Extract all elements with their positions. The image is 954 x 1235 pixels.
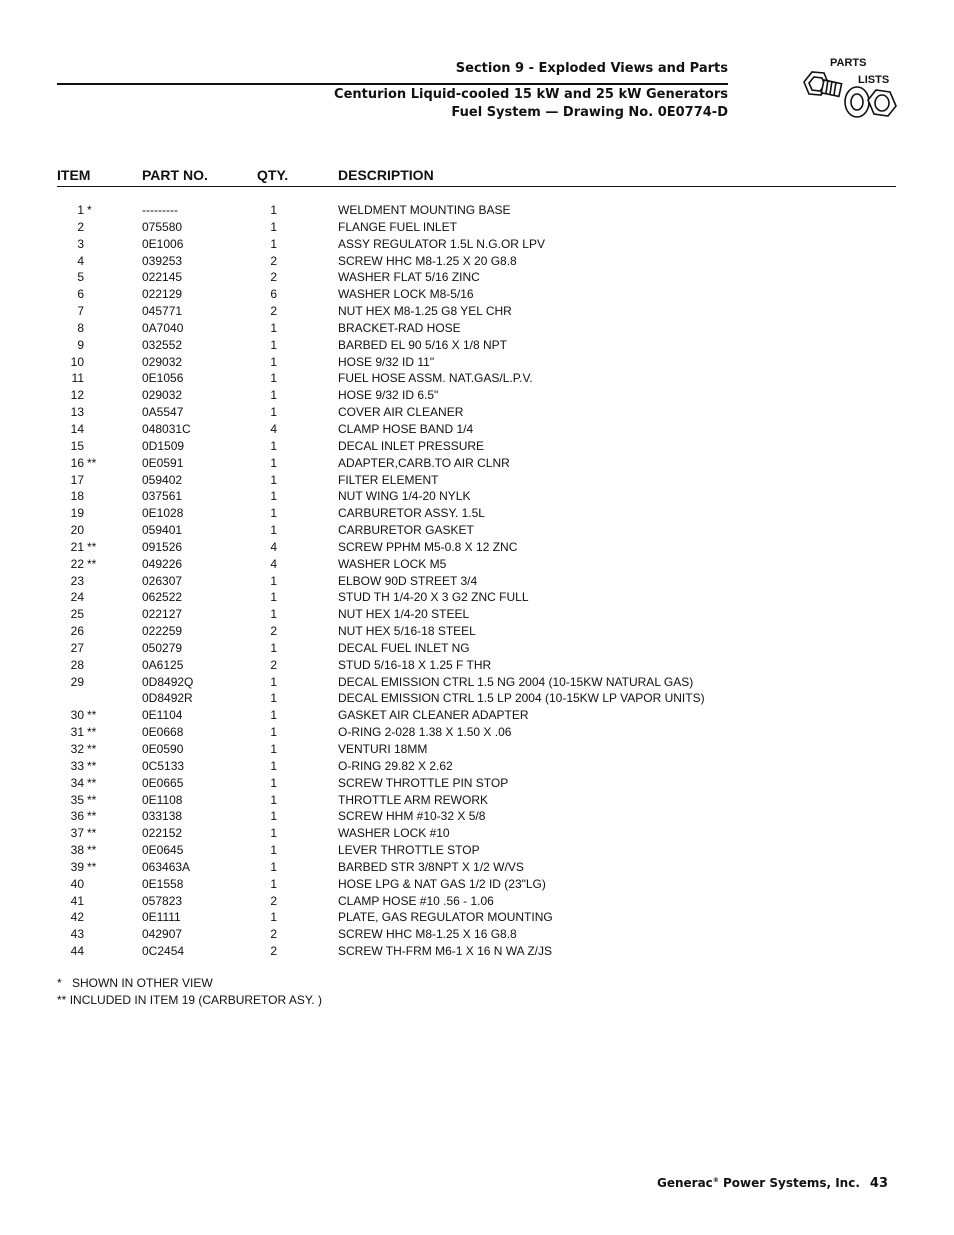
- part-number: 0E1558: [142, 876, 184, 891]
- item-mark: **: [87, 455, 97, 470]
- item-mark: **: [87, 859, 97, 874]
- part-number: 059401: [142, 523, 183, 538]
- quantity: 1: [270, 876, 277, 891]
- part-number: 022129: [142, 287, 183, 302]
- description: STUD TH 1/4-20 X 3 G2 ZNC FULL: [338, 590, 529, 605]
- part-number: 0E1104: [142, 708, 183, 723]
- quantity: 1: [270, 775, 277, 790]
- col-qty-header: QTY.: [257, 167, 289, 183]
- table-row: [57, 269, 896, 286]
- item-number: 33: [70, 758, 84, 773]
- quantity: 1: [270, 371, 277, 386]
- part-number: 0E0668: [142, 725, 184, 740]
- item-number: 32: [70, 742, 84, 756]
- table-row: [57, 303, 896, 320]
- model-title: Centurion Liquid-cooled 15 kW and 25 kW Generators: [334, 87, 728, 102]
- footnote: [57, 992, 322, 1009]
- quantity: 2: [270, 927, 277, 942]
- item-number: 16: [70, 455, 84, 470]
- description: SCREW THROTTLE PIN STOP: [338, 775, 509, 790]
- item-number: 20: [70, 523, 84, 538]
- quantity: 1: [270, 523, 277, 538]
- part-number: 0E1006: [142, 236, 184, 251]
- table-row: [57, 202, 896, 219]
- footnote-text: SHOWN IN OTHER VIEW: [72, 976, 213, 990]
- table-row: [57, 573, 896, 590]
- part-number: 0D8492R: [142, 691, 193, 706]
- quantity: 1: [270, 388, 277, 403]
- item-mark: *: [87, 203, 92, 217]
- table-row: [57, 472, 896, 489]
- quantity: 1: [270, 725, 277, 740]
- table-row: [57, 741, 896, 758]
- part-number: 0A7040: [142, 320, 184, 335]
- table-row: [57, 758, 896, 775]
- description: CLAMP HOSE BAND 1/4: [338, 421, 474, 436]
- item-mark: **: [87, 758, 97, 773]
- quantity: 1: [270, 354, 277, 369]
- description: WASHER LOCK M5: [338, 556, 447, 571]
- description: CARBURETOR GASKET: [338, 523, 474, 538]
- part-number: 057823: [142, 893, 183, 908]
- item-number: 17: [70, 472, 84, 487]
- quantity: 1: [270, 489, 277, 504]
- footnote-mark: **: [57, 993, 67, 1007]
- table-row: [57, 320, 896, 337]
- description: FUEL HOSE ASSM. NAT.GAS/L.P.V.: [338, 371, 533, 386]
- quantity: 1: [270, 203, 277, 217]
- table-row: [57, 455, 896, 472]
- item-number: 36: [70, 809, 84, 824]
- description: BARBED STR 3/8NPT X 1/2 W/VS: [338, 859, 524, 874]
- description: WELDMENT MOUNTING BASE: [338, 203, 511, 217]
- table-row: [57, 724, 896, 741]
- quantity: 1: [270, 320, 277, 335]
- description: DECAL EMISSION CTRL 1.5 NG 2004 (10-15KW NATURAL GAS): [338, 674, 694, 689]
- item-number: 25: [70, 607, 84, 622]
- description: HOSE LPG & NAT GAS 1/2 ID (23"LG): [338, 876, 546, 891]
- table-row: [57, 893, 896, 910]
- item-mark: **: [87, 826, 97, 841]
- part-number: 045771: [142, 304, 183, 319]
- bolt-washer-nut-icon: [800, 52, 900, 132]
- description: THROTTLE ARM REWORK: [338, 792, 489, 807]
- table-row: [57, 337, 896, 354]
- quantity: 4: [270, 539, 277, 554]
- item-mark: **: [87, 725, 97, 740]
- item-number: 10: [70, 354, 84, 369]
- part-number: 0D8492Q: [142, 674, 194, 689]
- item-number: 15: [70, 438, 84, 453]
- item-number: 22: [70, 556, 84, 571]
- description: SCREW HHM #10-32 X 5/8: [338, 809, 486, 824]
- part-number: 0E1056: [142, 371, 184, 386]
- item-number: 5: [77, 270, 84, 285]
- table-row: [57, 825, 896, 842]
- item-mark: **: [87, 792, 97, 807]
- table-row: [57, 842, 896, 859]
- item-mark: **: [87, 556, 97, 571]
- quantity: 1: [270, 910, 277, 925]
- part-number: 029032: [142, 354, 183, 369]
- part-number: 059402: [142, 472, 183, 487]
- header-rule: [57, 83, 728, 85]
- quantity: 1: [270, 219, 277, 234]
- quantity: 1: [270, 742, 277, 756]
- item-number: 8: [77, 320, 84, 335]
- part-number: 0E0590: [142, 742, 184, 756]
- part-number: 0D1509: [142, 438, 185, 453]
- part-number: 0E0645: [142, 843, 184, 858]
- part-number: 063463A: [142, 859, 191, 874]
- description: VENTURI 18MM: [338, 742, 428, 756]
- part-number: 0A6125: [142, 657, 184, 672]
- description: BRACKET-RAD HOSE: [338, 320, 461, 335]
- part-number: 091526: [142, 539, 183, 554]
- item-number: 13: [70, 405, 84, 420]
- description: WASHER LOCK M8-5/16: [338, 287, 474, 302]
- section-title: Section 9 - Exploded Views and Parts: [455, 61, 728, 76]
- description: SCREW TH-FRM M6-1 X 16 N WA Z/JS: [338, 944, 553, 959]
- part-number: 075580: [142, 219, 183, 234]
- description: ADAPTER,CARB.TO AIR CLNR: [338, 455, 510, 470]
- quantity: 4: [270, 421, 277, 436]
- part-number: 022145: [142, 270, 183, 285]
- part-number: 022152: [142, 826, 183, 841]
- registered-mark: ®: [712, 1177, 719, 1184]
- quantity: 2: [270, 304, 277, 319]
- part-number: 033138: [142, 809, 183, 824]
- description: NUT WING 1/4-20 NYLK: [338, 489, 471, 504]
- part-number: 032552: [142, 337, 183, 352]
- part-number: 0C2454: [142, 944, 185, 959]
- part-number: ---------: [142, 203, 178, 217]
- col-desc-header: DESCRIPTION: [338, 167, 434, 183]
- item-number: 24: [70, 590, 84, 605]
- item-number: 40: [70, 876, 84, 891]
- description: FILTER ELEMENT: [338, 472, 439, 487]
- description: SCREW HHC M8-1.25 X 20 G8.8: [338, 253, 517, 268]
- part-number: 037561: [142, 489, 183, 504]
- part-number: 062522: [142, 590, 183, 605]
- footnote-text: INCLUDED IN ITEM 19 (CARBURETOR ASY. ): [69, 993, 322, 1007]
- item-number: 1: [77, 203, 84, 217]
- table-row: [57, 421, 896, 438]
- item-number: 9: [77, 337, 84, 352]
- table-row: [57, 926, 896, 943]
- description: STUD 5/16-18 X 1.25 F THR: [338, 657, 492, 672]
- page-header: [334, 60, 728, 122]
- item-number: 28: [70, 657, 84, 672]
- quantity: 1: [270, 337, 277, 352]
- item-number: 26: [70, 624, 84, 639]
- company-name: Generac: [657, 1176, 713, 1190]
- item-number: 7: [77, 304, 84, 319]
- quantity: 1: [270, 438, 277, 453]
- table-row: [57, 859, 896, 876]
- quantity: 1: [270, 758, 277, 773]
- item-number: 42: [70, 910, 84, 925]
- description: O-RING 29.82 X 2.62: [338, 758, 453, 773]
- table-row: [57, 505, 896, 522]
- item-mark: **: [87, 539, 97, 554]
- part-number: 042907: [142, 927, 183, 942]
- table-row: [57, 623, 896, 640]
- table-row: [57, 606, 896, 623]
- quantity: 1: [270, 236, 277, 251]
- item-number: 12: [70, 388, 84, 403]
- part-number: 049226: [142, 556, 183, 571]
- item-number: 23: [70, 573, 84, 588]
- item-number: 14: [70, 421, 84, 436]
- table-row: [57, 522, 896, 539]
- quantity: 1: [270, 809, 277, 824]
- quantity: 2: [270, 624, 277, 639]
- table-row: [57, 674, 896, 691]
- part-number: 0E0665: [142, 775, 184, 790]
- description: BARBED EL 90 5/16 X 1/8 NPT: [338, 337, 507, 352]
- part-number: 0E1111: [142, 910, 181, 925]
- quantity: 1: [270, 506, 277, 521]
- table-row: [57, 640, 896, 657]
- description: COVER AIR CLEANER: [338, 405, 464, 420]
- logo-line-1: PARTS: [830, 57, 867, 69]
- company-name-rest: Power Systems, Inc.: [718, 1176, 860, 1190]
- part-number: 029032: [142, 388, 183, 403]
- description: CLAMP HOSE #10 .56 - 1.06: [338, 893, 494, 908]
- item-number: 19: [70, 506, 84, 521]
- description: GASKET AIR CLEANER ADAPTER: [338, 708, 529, 723]
- footnote-mark: *: [57, 976, 62, 990]
- description: HOSE 9/32 ID 6.5": [338, 388, 439, 403]
- item-number: 39: [70, 859, 84, 874]
- item-number: 11: [71, 371, 84, 386]
- logo-line-2: LISTS: [858, 74, 890, 86]
- item-number: 6: [77, 287, 84, 302]
- table-row: [57, 556, 896, 573]
- part-number: 026307: [142, 573, 183, 588]
- description: PLATE, GAS REGULATOR MOUNTING: [338, 910, 553, 925]
- item-number: 21: [70, 539, 84, 554]
- item-number: 37: [70, 826, 84, 841]
- description: LEVER THROTTLE STOP: [338, 843, 480, 858]
- quantity: 1: [270, 590, 277, 605]
- col-item-header: ITEM: [57, 167, 91, 183]
- quantity: 2: [270, 944, 277, 959]
- quantity: 1: [270, 405, 277, 420]
- table-row: [57, 236, 896, 253]
- description: ASSY REGULATOR 1.5L N.G.OR LPV: [338, 236, 545, 251]
- quantity: 1: [270, 472, 277, 487]
- part-number: 050279: [142, 640, 183, 655]
- table-row: [57, 792, 896, 809]
- quantity: 6: [270, 287, 277, 302]
- table-row: [57, 488, 896, 505]
- item-number: 34: [70, 775, 84, 790]
- table-row: [57, 657, 896, 674]
- footnote: [57, 975, 322, 992]
- part-number: 0C5133: [142, 758, 185, 773]
- quantity: 1: [270, 708, 277, 723]
- table-row: [57, 387, 896, 404]
- item-number: 31: [70, 725, 84, 740]
- description: DECAL FUEL INLET NG: [338, 640, 470, 655]
- part-number: 0E1028: [142, 506, 184, 521]
- item-number: 2: [77, 219, 84, 234]
- table-row: [57, 286, 896, 303]
- description: WASHER LOCK #10: [338, 826, 450, 841]
- table-row: [57, 775, 896, 792]
- quantity: 1: [270, 792, 277, 807]
- description: NUT HEX 5/16-18 STEEL: [338, 624, 476, 639]
- description: SCREW HHC M8-1.25 X 16 G8.8: [338, 927, 517, 942]
- table-row: [57, 253, 896, 270]
- description: DECAL INLET PRESSURE: [338, 438, 485, 453]
- part-number: 0E0591: [142, 455, 184, 470]
- quantity: 1: [270, 843, 277, 858]
- description: NUT HEX 1/4-20 STEEL: [338, 607, 470, 622]
- description: FLANGE FUEL INLET: [338, 219, 457, 234]
- item-number: 35: [70, 792, 84, 807]
- table-row: [57, 707, 896, 724]
- table-row: [57, 589, 896, 606]
- parts-table-body: [57, 202, 896, 960]
- item-mark: **: [87, 843, 97, 858]
- description: DECAL EMISSION CTRL 1.5 LP 2004 (10-15KW LP VAPOR UNITS): [338, 691, 705, 706]
- page-number: 43: [869, 1176, 888, 1191]
- description: CARBURETOR ASSY. 1.5L: [338, 506, 485, 521]
- item-mark: **: [87, 708, 97, 723]
- parts-lists-logo: [800, 52, 900, 132]
- item-number: 44: [70, 944, 84, 959]
- item-number: 3: [77, 236, 84, 251]
- table-row: [57, 539, 896, 556]
- part-number: 022259: [142, 624, 183, 639]
- table-row: [57, 909, 896, 926]
- description: ELBOW 90D STREET 3/4: [338, 573, 478, 588]
- quantity: 2: [270, 270, 277, 285]
- part-number: 022127: [142, 607, 183, 622]
- description: WASHER FLAT 5/16 ZINC: [338, 270, 480, 285]
- part-number: 0A5547: [142, 405, 184, 420]
- part-number: 039253: [142, 253, 183, 268]
- item-number: 41: [70, 893, 84, 908]
- item-number: 27: [70, 640, 84, 655]
- quantity: 2: [270, 657, 277, 672]
- item-mark: **: [87, 742, 97, 756]
- item-number: 43: [70, 927, 84, 942]
- footnotes: [57, 975, 322, 1009]
- table-row: [57, 438, 896, 455]
- item-number: 30: [70, 708, 84, 723]
- table-row: [57, 876, 896, 893]
- table-row: [57, 808, 896, 825]
- quantity: 1: [270, 640, 277, 655]
- col-part-header: PART NO.: [142, 167, 208, 183]
- page-footer: [657, 1176, 888, 1191]
- description: NUT HEX M8-1.25 G8 YEL CHR: [338, 304, 512, 319]
- quantity: 1: [270, 859, 277, 874]
- table-row: [57, 404, 896, 421]
- table-row: [57, 943, 896, 960]
- quantity: 2: [270, 253, 277, 268]
- item-number: 4: [77, 253, 84, 268]
- part-number: 0E1108: [142, 792, 183, 807]
- description: O-RING 2-028 1.38 X 1.50 X .06: [338, 725, 512, 740]
- quantity: 1: [270, 674, 277, 689]
- table-row: [57, 690, 896, 707]
- description: SCREW PPHM M5-0.8 X 12 ZNC: [338, 539, 518, 554]
- quantity: 1: [270, 691, 277, 706]
- quantity: 1: [270, 826, 277, 841]
- quantity: 1: [270, 573, 277, 588]
- quantity: 1: [270, 607, 277, 622]
- parts-table-header: [57, 166, 896, 187]
- quantity: 2: [270, 893, 277, 908]
- drawing-title: Fuel System — Drawing No. 0E0774-D: [451, 105, 728, 120]
- description: HOSE 9/32 ID 11": [338, 354, 435, 369]
- part-number: 048031C: [142, 421, 191, 436]
- item-number: 38: [70, 843, 84, 858]
- quantity: 1: [270, 455, 277, 470]
- table-row: [57, 354, 896, 371]
- quantity: 4: [270, 556, 277, 571]
- item-number: 18: [70, 489, 84, 504]
- item-mark: **: [87, 809, 97, 824]
- item-number: 29: [70, 674, 84, 689]
- item-mark: **: [87, 775, 97, 790]
- table-row: [57, 370, 896, 387]
- table-row: [57, 219, 896, 236]
